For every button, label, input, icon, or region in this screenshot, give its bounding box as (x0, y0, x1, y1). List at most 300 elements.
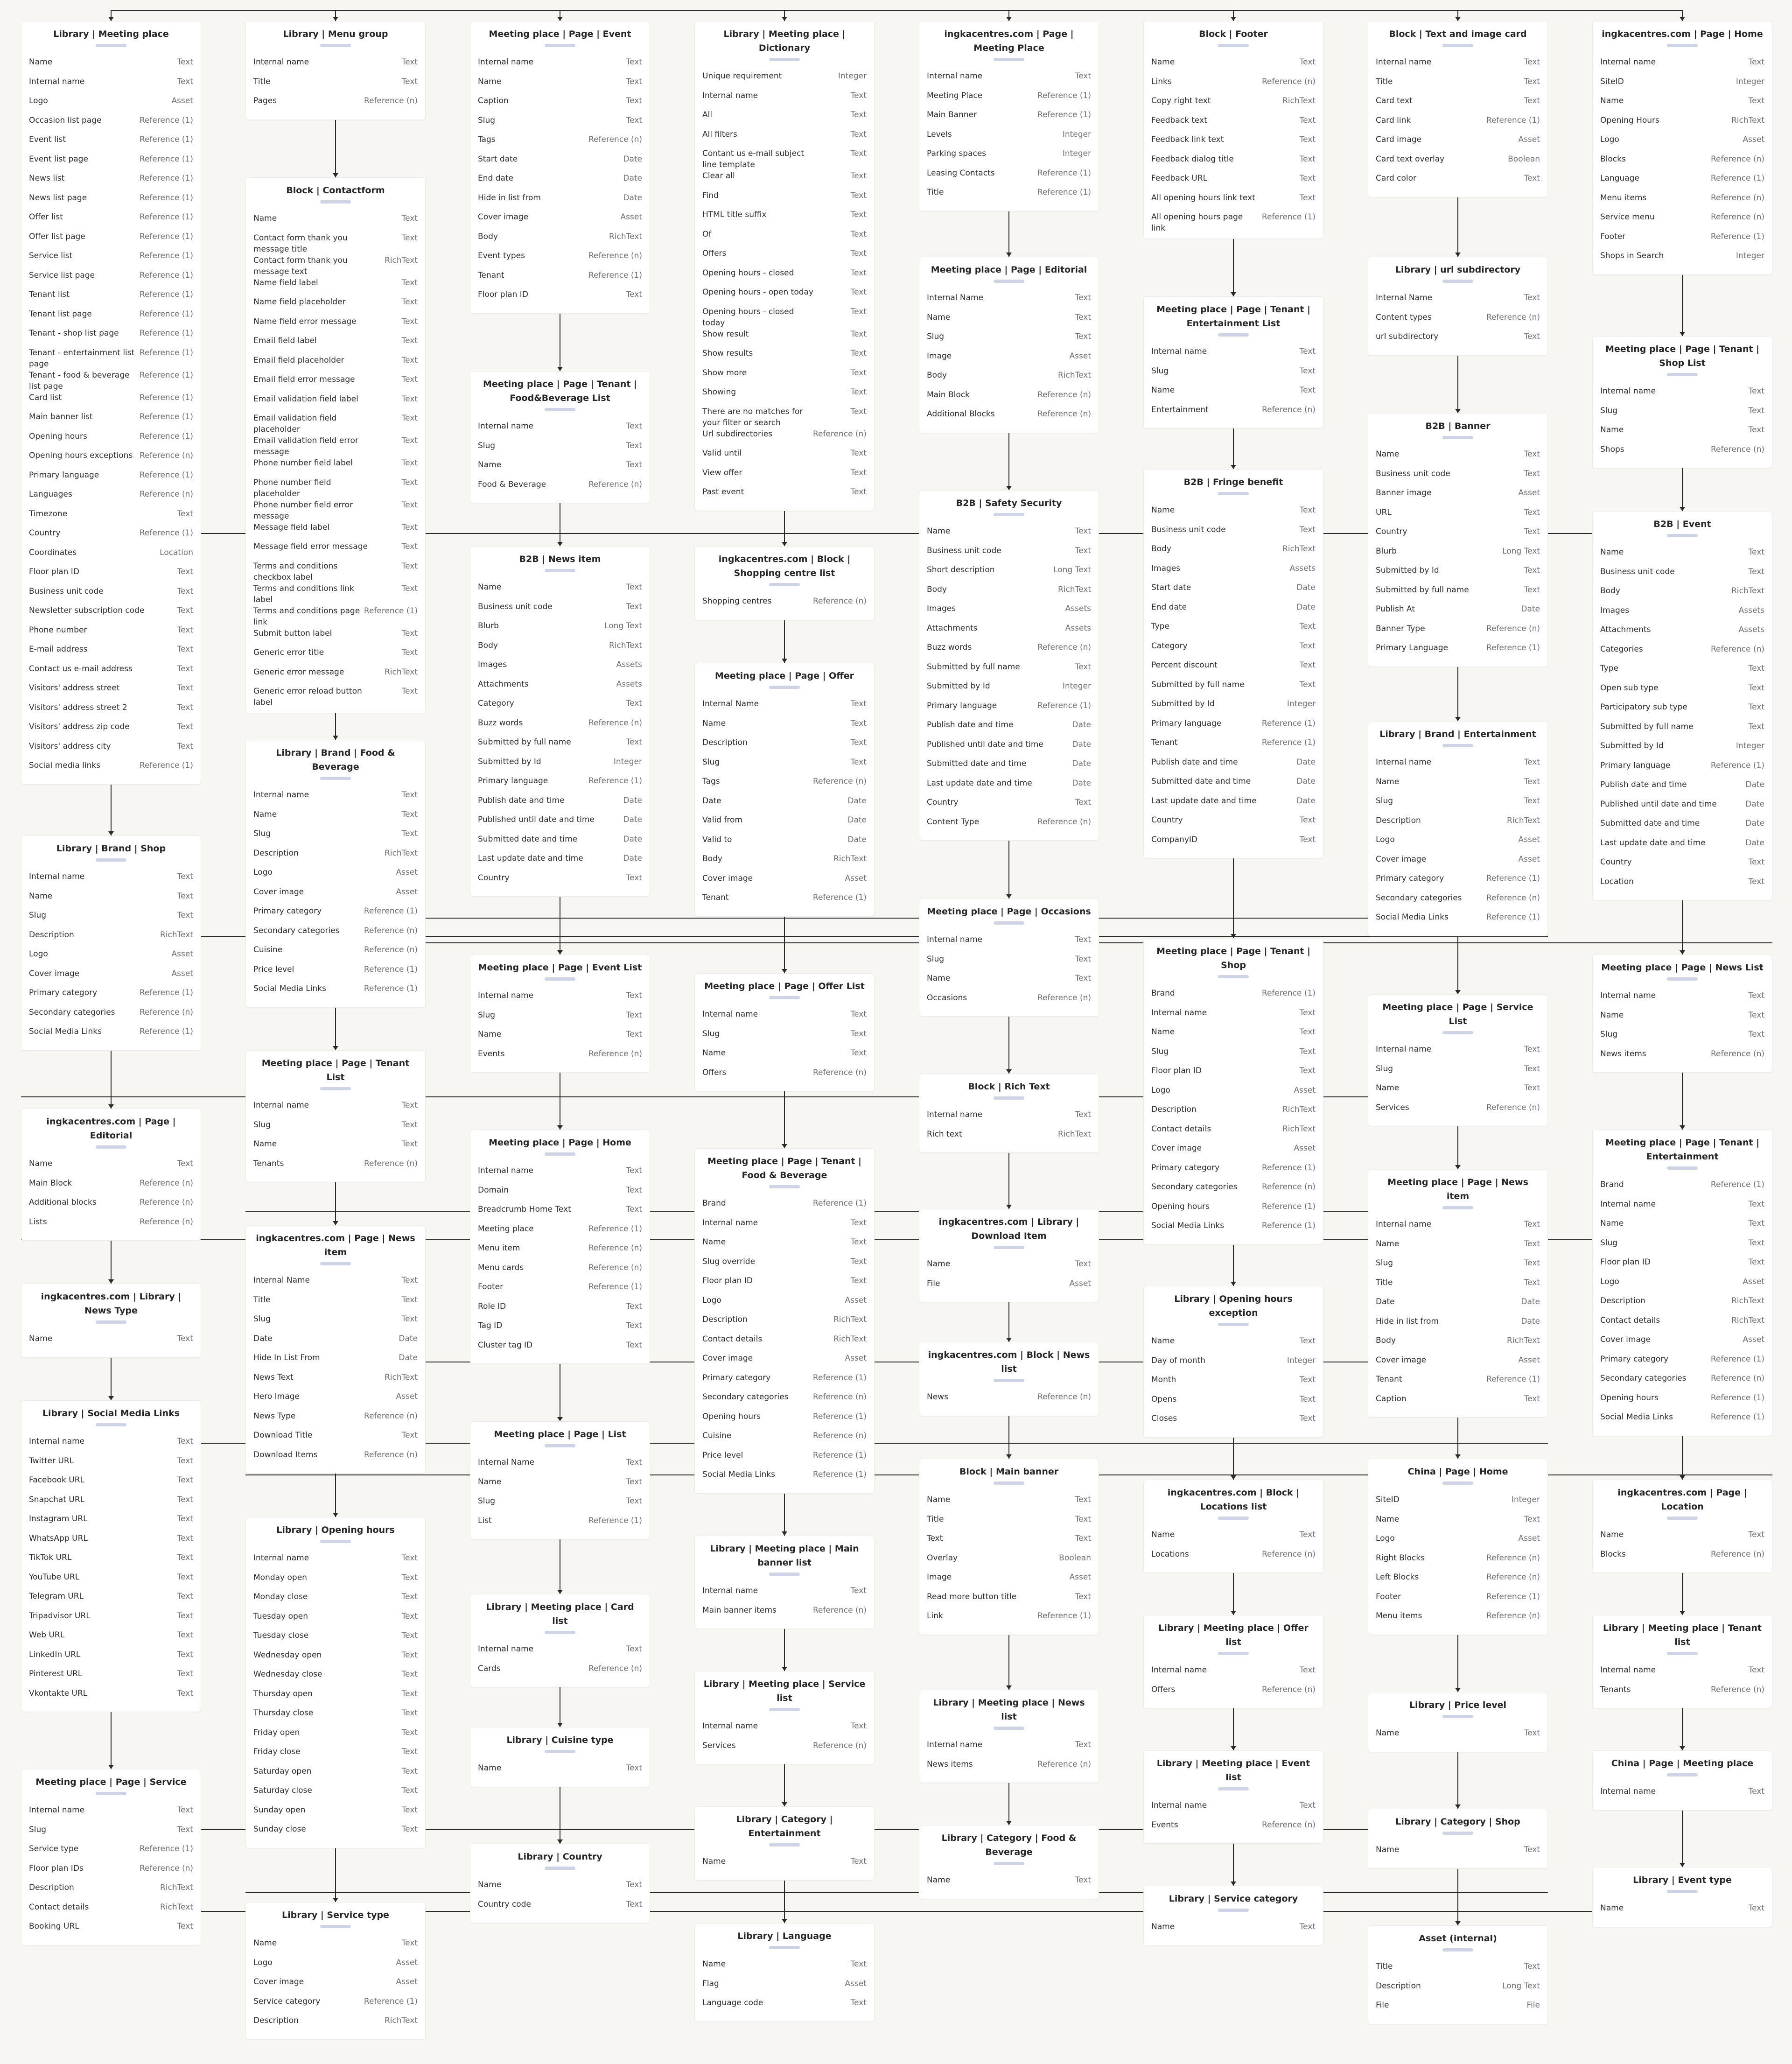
field-name: Internal name (253, 1553, 309, 1563)
field-type: Text (1524, 777, 1540, 786)
content-type-card-library-meeting-place-dictionary[interactable] (694, 21, 875, 511)
field-row (29, 1474, 193, 1494)
field-row (1600, 644, 1764, 663)
field-type: Text (1748, 857, 1764, 867)
field-row (1600, 585, 1764, 605)
field-row (1151, 524, 1316, 544)
field-name: Floor plan IDs (29, 1863, 84, 1873)
content-type-card-library-brand-food-beverage[interactable] (245, 740, 426, 1008)
field-row (1600, 1199, 1764, 1218)
field-name: Name (1376, 1845, 1400, 1854)
field-name: Category (1151, 641, 1188, 651)
content-type-card-meeting-place-page-occasions[interactable] (919, 899, 1099, 1017)
field-name: Offers (702, 1067, 727, 1077)
card-title: B2B | Event (1653, 519, 1711, 529)
field-name: Cards (478, 1664, 501, 1673)
content-type-card-b2b-fringe-benefit[interactable] (1143, 469, 1323, 858)
field-type: Reference (1) (139, 154, 193, 164)
card-title-underline (1442, 280, 1473, 283)
field-type: Reference (1) (1486, 1375, 1540, 1384)
content-type-card-ingkacentres-com-library-news-type[interactable] (21, 1284, 201, 1358)
field-row (1151, 346, 1316, 365)
field-name: Hide in list from (478, 193, 541, 203)
field-name: Social Media Links (1376, 913, 1449, 922)
content-type-card-b2b-event[interactable] (1592, 511, 1772, 900)
card-title-underline (545, 569, 575, 572)
content-type-card-meeting-place-page-tenant-list[interactable] (245, 1050, 426, 1182)
field-name: Name field error message (253, 316, 357, 326)
field-row (927, 642, 1091, 661)
connector-arrowhead (1231, 1881, 1236, 1886)
field-type: Text (1075, 1592, 1091, 1601)
field-row (478, 1899, 642, 1918)
content-type-card-library-brand-entertainment[interactable] (1368, 721, 1548, 936)
field-type: Text (1299, 815, 1316, 825)
field-row (478, 814, 642, 834)
content-type-card-library-menu-group[interactable] (245, 21, 426, 120)
field-name: Phone number field error message (253, 500, 353, 521)
field-name: Name (253, 809, 277, 819)
content-type-card-block-contactform[interactable] (245, 177, 426, 713)
content-type-card-library-meeting-place-card-list[interactable] (470, 1594, 650, 1687)
field-row (29, 309, 193, 328)
field-name: There are no matches for your filter or search (702, 407, 803, 428)
content-type-card-library-country[interactable] (470, 1844, 650, 1923)
field-name: Primary language (1600, 760, 1671, 770)
field-name: Slug override (702, 1257, 756, 1266)
field-name: Language code (702, 1998, 763, 2008)
field-row (1151, 737, 1316, 757)
content-type-card-library-opening-hours[interactable] (245, 1517, 426, 1848)
field-row (1600, 990, 1764, 1010)
content-type-card-ingkacentres-com-page-meeting-place[interactable] (919, 21, 1099, 211)
field-name: Cover image (1151, 1144, 1202, 1153)
card-title: Library | Meeting place | News list (933, 1698, 1085, 1722)
field-row (478, 1762, 642, 1782)
field-type: Text (401, 790, 418, 800)
field-type: Asset (1518, 488, 1540, 498)
field-name: Body (1600, 586, 1620, 596)
card-title-underline (545, 1631, 575, 1634)
connector-arrowhead (1455, 1688, 1461, 1692)
card-title-underline (1667, 1890, 1698, 1893)
content-type-card-ingkacentres-com-page-news-item[interactable] (245, 1225, 426, 1474)
field-row (253, 964, 418, 983)
field-type: Reference (n) (1037, 817, 1091, 827)
content-type-card-library-url-subdirectory[interactable] (1368, 257, 1548, 356)
field-type: Text (850, 699, 867, 709)
field-name: Internal name (1151, 347, 1207, 356)
field-row (29, 1629, 193, 1649)
card-title-underline (545, 1444, 575, 1447)
field-type: Text (1299, 135, 1316, 144)
field-type: Text (1524, 1045, 1540, 1054)
field-name: Download Title (253, 1431, 313, 1440)
field-name: Description (1151, 1105, 1197, 1114)
content-type-card-library-category-food-beverage[interactable] (919, 1825, 1099, 1899)
content-type-card-meeting-place-page-service-list[interactable] (1368, 994, 1548, 1126)
field-type: Date (1296, 777, 1316, 786)
field-type: Text (401, 477, 418, 487)
field-type: Reference (1) (1486, 1592, 1540, 1601)
field-row (702, 367, 867, 387)
field-row (29, 1178, 193, 1197)
field-type: Reference (n) (1710, 1374, 1764, 1383)
field-type: Text (1748, 57, 1764, 67)
field-type: Text (1075, 1514, 1091, 1524)
field-type: Reference (1) (139, 174, 193, 183)
content-type-card-b2b-news-item[interactable] (470, 546, 650, 897)
content-type-card-library-meeting-place-news-list[interactable] (919, 1690, 1099, 1783)
field-row (1376, 1355, 1540, 1374)
content-type-card-meeting-place-page-event-list[interactable] (470, 955, 650, 1073)
field-name: Images (1600, 605, 1630, 615)
content-type-card-library-meeting-place-main-banner-list[interactable] (694, 1536, 875, 1629)
field-row (1376, 312, 1540, 331)
content-type-card-library-cuisine-type[interactable] (470, 1727, 650, 1787)
field-name: Cover image (253, 887, 304, 897)
field-type: Text (850, 368, 867, 378)
field-type: Date (1745, 838, 1764, 848)
field-name: Newsletter subscription code (29, 606, 145, 615)
content-type-card-library-service-type[interactable] (245, 1902, 426, 2040)
field-name: List (478, 1516, 492, 1525)
field-row (927, 351, 1091, 370)
field-type: Text (850, 407, 867, 416)
content-type-card-meeting-place-page-service[interactable] (21, 1769, 201, 1945)
content-type-card-ingkacentres-com-block-news-list[interactable] (919, 1342, 1099, 1416)
field-name: Publish date and time (1151, 757, 1238, 767)
field-row (702, 1605, 867, 1624)
content-type-card-meeting-place-page-news-list[interactable] (1592, 955, 1772, 1073)
connector-arrowhead (1006, 253, 1012, 257)
field-type: Reference (n) (1710, 212, 1764, 222)
field-row (702, 1047, 867, 1067)
field-name: Tuesday close (253, 1631, 309, 1640)
field-type: Text (401, 1101, 418, 1110)
field-type: Text (1524, 77, 1540, 86)
field-row (253, 886, 418, 906)
field-row (253, 2015, 418, 2035)
content-type-card-meeting-place-page-tenant-shop[interactable] (1143, 938, 1323, 1245)
field-name: Internal name (29, 77, 85, 86)
field-row (1151, 988, 1316, 1007)
card-title: Meeting place | Page | News List (1601, 962, 1764, 973)
content-type-card-library-category-shop[interactable] (1368, 1809, 1548, 1869)
field-type: Text (1299, 835, 1316, 844)
connector-arrowhead (1680, 17, 1685, 21)
field-name: Footer (1600, 232, 1626, 241)
field-row (927, 408, 1091, 428)
field-row (927, 681, 1091, 700)
field-type: Text (401, 687, 418, 696)
field-row (478, 1048, 642, 1068)
field-type: Text (177, 586, 193, 596)
field-row (253, 561, 418, 583)
content-type-card-meeting-place-page-tenant-entertainment[interactable] (1592, 1130, 1772, 1436)
content-type-card-meeting-place-page-tenant-shop-list[interactable] (1592, 336, 1772, 468)
field-row (1151, 56, 1316, 76)
connector-arrowhead (557, 1839, 563, 1844)
field-row (478, 1879, 642, 1899)
field-row (927, 973, 1091, 992)
content-type-card-library-event-type[interactable] (1592, 1867, 1772, 1927)
content-type-card-asset-internal[interactable] (1368, 1925, 1548, 2024)
field-name: Show more (702, 368, 747, 378)
field-name: Description (253, 2016, 299, 2025)
content-type-card-meeting-place-page-home[interactable] (470, 1130, 650, 1364)
field-type: Text (1524, 332, 1540, 341)
field-type: Asset (1518, 1355, 1540, 1365)
field-type: Text (1075, 1534, 1091, 1543)
field-name: Social Media Links (1600, 1412, 1673, 1422)
field-type: Text (850, 249, 867, 258)
field-type: RichText (160, 1883, 193, 1892)
card-title: ingkacentres.com | Library | News Type (41, 1292, 182, 1316)
connector-arrowhead (782, 969, 787, 973)
field-name: Cover image (29, 969, 80, 978)
field-type: Boolean (1508, 154, 1540, 164)
content-type-card-library-meeting-place-event-list[interactable] (1143, 1750, 1323, 1844)
field-type: Text (1299, 193, 1316, 203)
field-type: Text (626, 1205, 642, 1214)
field-type: Text (1524, 1728, 1540, 1738)
field-type: Reference (1) (364, 964, 418, 974)
field-type: Reference (1) (812, 893, 867, 902)
field-row (478, 1476, 642, 1496)
field-type: Reference (1) (139, 1027, 193, 1036)
card-title-underline (1667, 1166, 1698, 1170)
field-name: Slug (1600, 1030, 1618, 1039)
field-type: Text (850, 1857, 867, 1866)
field-row (478, 1185, 642, 1204)
content-type-card-library-opening-hours-exception[interactable] (1143, 1286, 1323, 1438)
content-type-card-library-language[interactable] (694, 1923, 875, 2022)
field-row (29, 289, 193, 309)
field-type: RichText (384, 2016, 418, 2025)
content-type-card-ingkacentres-com-block-locations-list[interactable] (1143, 1480, 1323, 1573)
field-name: Primary category (29, 988, 98, 997)
content-type-card-block-main-banner[interactable] (919, 1459, 1099, 1635)
field-name: News Type (253, 1411, 296, 1421)
card-title-underline (545, 1750, 575, 1753)
content-type-card-b2b-safety-security[interactable] (919, 490, 1099, 841)
content-type-card-ingkacentres-com-library-download-item[interactable] (919, 1209, 1099, 1302)
content-type-card-ingkacentres-com-page-editorial[interactable] (21, 1109, 201, 1241)
content-type-card-china-page-meeting-place[interactable] (1592, 1750, 1772, 1811)
field-type: Integer (1062, 129, 1091, 139)
content-type-card-library-service-category[interactable] (1143, 1886, 1323, 1946)
field-name: Menu cards (478, 1263, 524, 1272)
field-name: Floor plan ID (29, 567, 79, 576)
field-row (927, 129, 1091, 148)
field-row (1600, 740, 1764, 760)
card-title: Meeting place | Page | Service List (1382, 1002, 1533, 1026)
field-type: Text (1748, 567, 1764, 576)
content-type-card-library-brand-shop[interactable] (21, 835, 201, 1051)
card-title-underline (1218, 975, 1249, 978)
field-name: Internal name (1376, 1220, 1432, 1229)
field-type: Assets (616, 679, 642, 689)
field-type: Asset (1069, 1573, 1091, 1582)
card-title: Library | Category | Food & Beverage (941, 1833, 1077, 1857)
field-row (253, 686, 418, 708)
connector-arrowhead (1455, 1921, 1461, 1925)
card-title: ingkacentres.com | Block | News list (928, 1350, 1090, 1374)
card-title: Meeting place | Page | Occasions (927, 906, 1091, 917)
field-type: Text (850, 757, 867, 767)
field-name: Tags (478, 135, 496, 144)
field-type: RichText (1506, 1336, 1540, 1345)
card-title: Block | Footer (1199, 29, 1268, 39)
field-row (478, 620, 642, 640)
field-type: Text (401, 809, 418, 819)
field-type: Text (850, 487, 867, 497)
field-type: Text (177, 1611, 193, 1621)
content-type-card-meeting-place-page-event[interactable] (470, 21, 650, 314)
field-name: Name (1376, 1083, 1400, 1093)
content-type-card-meeting-place-page-tenant-food-beverage[interactable] (694, 1148, 875, 1494)
field-row (253, 983, 418, 1003)
content-type-card-library-category-entertainment[interactable] (694, 1806, 875, 1881)
field-type: Text (1524, 57, 1540, 67)
field-type: Reference (1) (1037, 110, 1091, 119)
field-name: Domain (478, 1185, 509, 1195)
field-name: Internal name (478, 991, 534, 1000)
field-row (29, 1824, 193, 1844)
field-name: Internal Name (1376, 293, 1433, 302)
card-title-underline (96, 1145, 126, 1149)
field-name: TikTok URL (29, 1553, 72, 1562)
content-type-card-china-page-home[interactable] (1368, 1459, 1548, 1635)
field-type: Text (401, 375, 418, 384)
field-row (253, 1100, 418, 1119)
field-row (702, 698, 867, 718)
field-row (253, 867, 418, 886)
field-name: Main Block (927, 390, 970, 400)
content-type-card-block-footer[interactable] (1143, 21, 1323, 239)
field-row (1151, 1201, 1316, 1221)
field-type: Text (1299, 115, 1316, 125)
field-row (702, 1009, 867, 1028)
field-name: Primary language (29, 470, 99, 480)
field-name: Sunday open (253, 1805, 306, 1815)
field-name: Location (1600, 877, 1634, 886)
field-type: Integer (1736, 251, 1764, 260)
field-type: Date (847, 796, 867, 806)
field-row (253, 1294, 418, 1314)
field-row (253, 1766, 418, 1785)
field-row (1376, 1082, 1540, 1102)
content-type-card-library-social-media-links[interactable] (21, 1400, 201, 1712)
field-name: View offer (702, 468, 742, 477)
field-type: Text (401, 1276, 418, 1285)
content-type-card-library-meeting-place-offer-list[interactable] (1143, 1615, 1323, 1708)
field-row (29, 392, 193, 412)
field-name: Thursday close (253, 1708, 314, 1718)
field-name: Email field error message (253, 375, 355, 384)
field-name: Service type (29, 1844, 79, 1853)
field-name: Name (1151, 1530, 1175, 1539)
field-name: Events (1151, 1820, 1178, 1830)
content-type-card-library-meeting-place-service-list[interactable] (694, 1671, 875, 1764)
field-type: Text (401, 1670, 418, 1679)
content-type-card-library-price-level[interactable] (1368, 1692, 1548, 1752)
field-type: Text (850, 288, 867, 297)
card-title-underline (1667, 44, 1698, 47)
card-title-underline (545, 44, 575, 47)
field-type: Text (177, 1456, 193, 1466)
field-name: Meeting place (478, 1224, 534, 1234)
card-title-underline (994, 58, 1024, 61)
content-type-card-block-text-and-image-card[interactable] (1368, 21, 1548, 197)
field-type: Reference (n) (1037, 1759, 1091, 1769)
field-row (1376, 76, 1540, 96)
field-name: HTML title suffix (702, 210, 767, 219)
content-type-card-meeting-place-page-news-item[interactable] (1368, 1169, 1548, 1418)
content-type-card-library-meeting-place[interactable] (21, 21, 201, 785)
content-type-card-meeting-place-page-offer[interactable] (694, 663, 875, 917)
field-name: Submitted date and time (1151, 777, 1251, 786)
field-name: Floor plan ID (702, 1276, 753, 1285)
card-title-underline (1218, 1323, 1249, 1326)
content-type-card-library-meeting-place-tenant-list[interactable] (1592, 1615, 1772, 1708)
field-type: Asset (1294, 1144, 1316, 1153)
field-type: Asset (845, 1295, 867, 1305)
field-name: Logo (1376, 1534, 1395, 1543)
field-row (1600, 1048, 1764, 1068)
field-row (253, 1552, 418, 1572)
card-title-underline (1442, 436, 1473, 439)
field-type: Text (1075, 293, 1091, 302)
content-type-card-block-rich-text[interactable] (919, 1074, 1099, 1153)
content-type-card-meeting-place-page-list[interactable] (470, 1421, 650, 1539)
content-type-card-meeting-place-page-tenant-entertainment-list[interactable] (1143, 296, 1323, 428)
field-type: Text (177, 891, 193, 901)
field-name: Slug (1600, 406, 1618, 415)
field-name: Card text (1376, 96, 1413, 105)
card-title: Library | Meeting place | Main banner list (710, 1544, 859, 1568)
content-type-card-ingkacentres-com-page-home[interactable] (1592, 21, 1772, 275)
content-type-card-meeting-place-page-editorial[interactable] (919, 257, 1099, 433)
field-name: Url subdirectories (702, 429, 773, 439)
field-type: Reference (n) (588, 718, 642, 728)
field-name: Primary language (927, 701, 997, 710)
field-name: URL (1376, 507, 1392, 517)
content-type-card-ingkacentres-com-page-location[interactable] (1592, 1480, 1772, 1573)
field-type: Text (626, 1166, 642, 1175)
card-title: Library | Price level (1409, 1700, 1507, 1710)
connector-arrowhead (782, 1919, 787, 1923)
field-row (253, 828, 418, 848)
content-type-card-meeting-place-page-offer-list[interactable] (694, 973, 875, 1091)
field-row (29, 910, 193, 929)
field-name: CompanyID (1151, 835, 1197, 844)
content-type-card-b2b-banner[interactable] (1368, 413, 1548, 667)
card-title: Block | Contactform (286, 185, 385, 196)
field-type: Asset (171, 96, 193, 105)
card-title: Meeting place | Page | Event List (478, 962, 642, 973)
field-row (702, 70, 867, 90)
content-type-card-meeting-place-page-tenant-food-beverage-list[interactable] (470, 371, 650, 503)
field-name: Internal name (1600, 1665, 1656, 1675)
card-title: Meeting place | Page | Tenant | Entertainment (1605, 1137, 1759, 1162)
field-type: Text (1299, 347, 1316, 356)
field-type: Reference (n) (1710, 644, 1764, 654)
content-type-card-ingkacentres-com-block-shopping-centre-list[interactable] (694, 546, 875, 620)
field-name: Phone number field label (253, 458, 353, 468)
field-type: Text (1524, 796, 1540, 806)
